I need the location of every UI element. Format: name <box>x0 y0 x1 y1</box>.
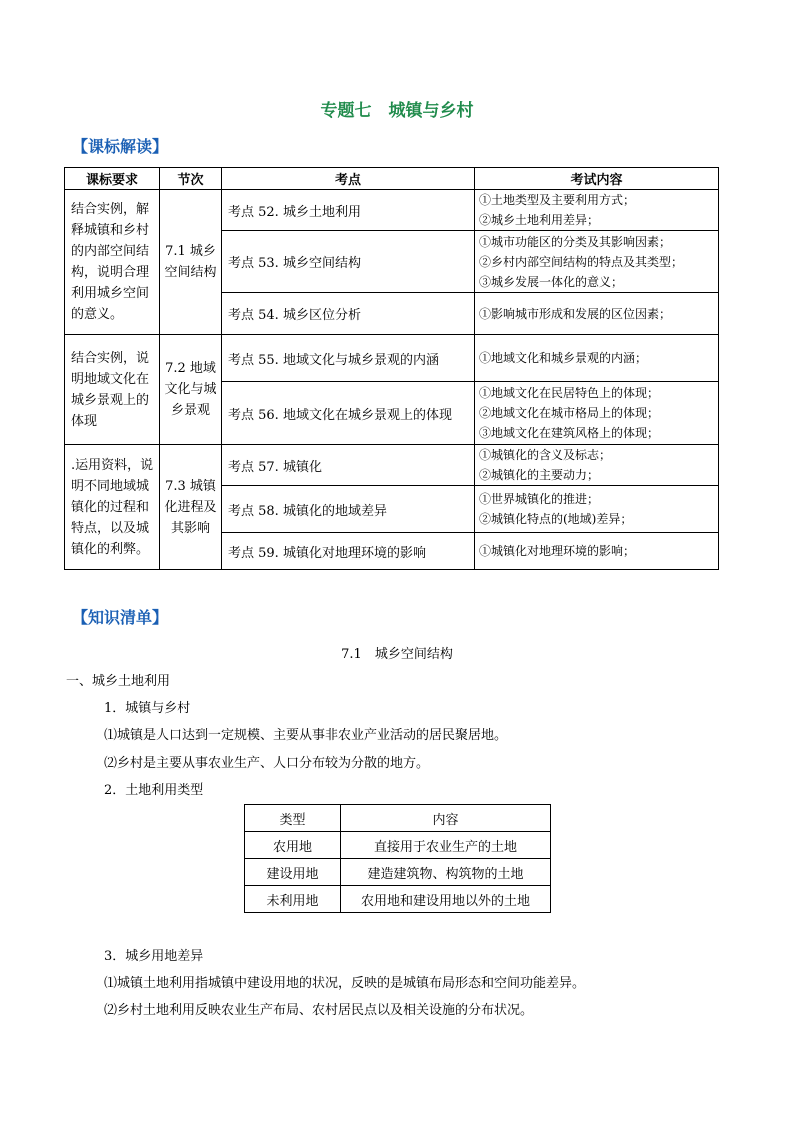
content-cell: ①影响城市形成和发展的区位因素； <box>475 293 719 335</box>
table-header-row <box>245 805 551 832</box>
table-row <box>65 190 719 231</box>
section-cell: 7.3 城镇化进程及其影响 <box>160 445 222 570</box>
table-row <box>245 886 551 913</box>
content-cell: ①土地类型及主要利用方式； ②城乡土地利用差异； <box>475 190 719 231</box>
point-cell: 考点 59. 城镇化对地理环境的影响 <box>222 533 475 570</box>
land-type-cell: 农用地 <box>245 832 341 859</box>
content-cell: ①地域文化在民居特色上的体现； ②地域文化在城市格局上的体现； ③地域文化在建筑风格上的体现； <box>475 382 719 445</box>
content-cell: ①城镇化的含义及标志； ②城镇化的主要动力； <box>475 445 719 486</box>
header-content: 内容 <box>341 805 551 832</box>
land-type-table <box>244 804 551 913</box>
point-cell: 考点 54. 城乡区位分析 <box>222 293 475 335</box>
requirement-cell: 结合实例，说明地域文化在城乡景观上的体现 <box>65 335 160 445</box>
point-cell: 考点 58. 城镇化的地域差异 <box>222 486 475 533</box>
part-heading: 一、城乡土地利用 <box>66 674 171 689</box>
land-type-cell: 未利用地 <box>245 886 341 913</box>
header-type: 类型 <box>245 805 341 832</box>
table-header-row <box>65 168 719 190</box>
table-row <box>245 859 551 886</box>
land-type-cell: 建设用地 <box>245 859 341 886</box>
item-heading: 2．土地利用类型 <box>104 783 204 798</box>
requirement-cell: .运用资料，说明不同地域城镇化的过程和特点，以及城镇化的利弊。 <box>65 445 160 570</box>
table-row <box>65 335 719 382</box>
requirement-cell: 结合实例，解释城镇和乡村的内部空间结构，说明合理利用城乡空间的意义。 <box>65 190 160 335</box>
land-desc-cell: 农用地和建设用地以外的土地 <box>341 886 551 913</box>
content-cell: ①城市功能区的分类及其影响因素； ②乡村内部空间结构的特点及其类型； ③城乡发展一体化的意义； <box>475 231 719 293</box>
paragraph: ⑵乡村是主要从事农业生产、人口分布较为分散的地方。 <box>104 756 430 771</box>
header-content: 考试内容 <box>475 168 719 190</box>
paragraph: ⑵乡村土地利用反映农业生产布局、农村居民点以及相关设施的分布状况。 <box>104 1003 534 1018</box>
content-cell: ①城镇化对地理环境的影响； <box>475 533 719 570</box>
land-desc-cell: 直接用于农业生产的土地 <box>341 832 551 859</box>
point-cell: 考点 56. 地域文化在城乡景观上的体现 <box>222 382 475 445</box>
section-cell: 7.1 城乡空间结构 <box>160 190 222 335</box>
content-cell: ①地域文化和城乡景观的内涵； <box>475 335 719 382</box>
section-title: 7.1 城乡空间结构 <box>341 647 453 662</box>
header-point: 考点 <box>222 168 475 190</box>
paragraph: ⑴城镇是人口达到一定规模、主要从事非农业产业活动的居民聚居地。 <box>104 728 508 743</box>
item-heading: 3．城乡用地差异 <box>104 949 204 964</box>
land-desc-cell: 建造建筑物、构筑物的土地 <box>341 859 551 886</box>
point-cell: 考点 57. 城镇化 <box>222 445 475 486</box>
content-cell: ①世界城镇化的推进； ②城镇化特点的(地域)差异； <box>475 486 719 533</box>
table-row <box>65 445 719 486</box>
curriculum-table <box>64 167 719 570</box>
curriculum-heading: 【课标解读】 <box>72 137 169 156</box>
section-cell: 7.2 地域文化与城乡景观 <box>160 335 222 445</box>
knowledge-heading: 【知识清单】 <box>72 608 169 627</box>
point-cell: 考点 52. 城乡土地利用 <box>222 190 475 231</box>
table-row <box>245 832 551 859</box>
item-heading: 1．城镇与乡村 <box>104 701 191 716</box>
header-section: 节次 <box>160 168 222 190</box>
point-cell: 考点 53. 城乡空间结构 <box>222 231 475 293</box>
point-cell: 考点 55. 地域文化与城乡景观的内涵 <box>222 335 475 382</box>
page-title: 专题七 城镇与乡村 <box>320 101 474 121</box>
paragraph: ⑴城镇土地利用指城镇中建设用地的状况，反映的是城镇布局形态和空间功能差异。 <box>104 976 586 991</box>
header-requirement: 课标要求 <box>65 168 160 190</box>
